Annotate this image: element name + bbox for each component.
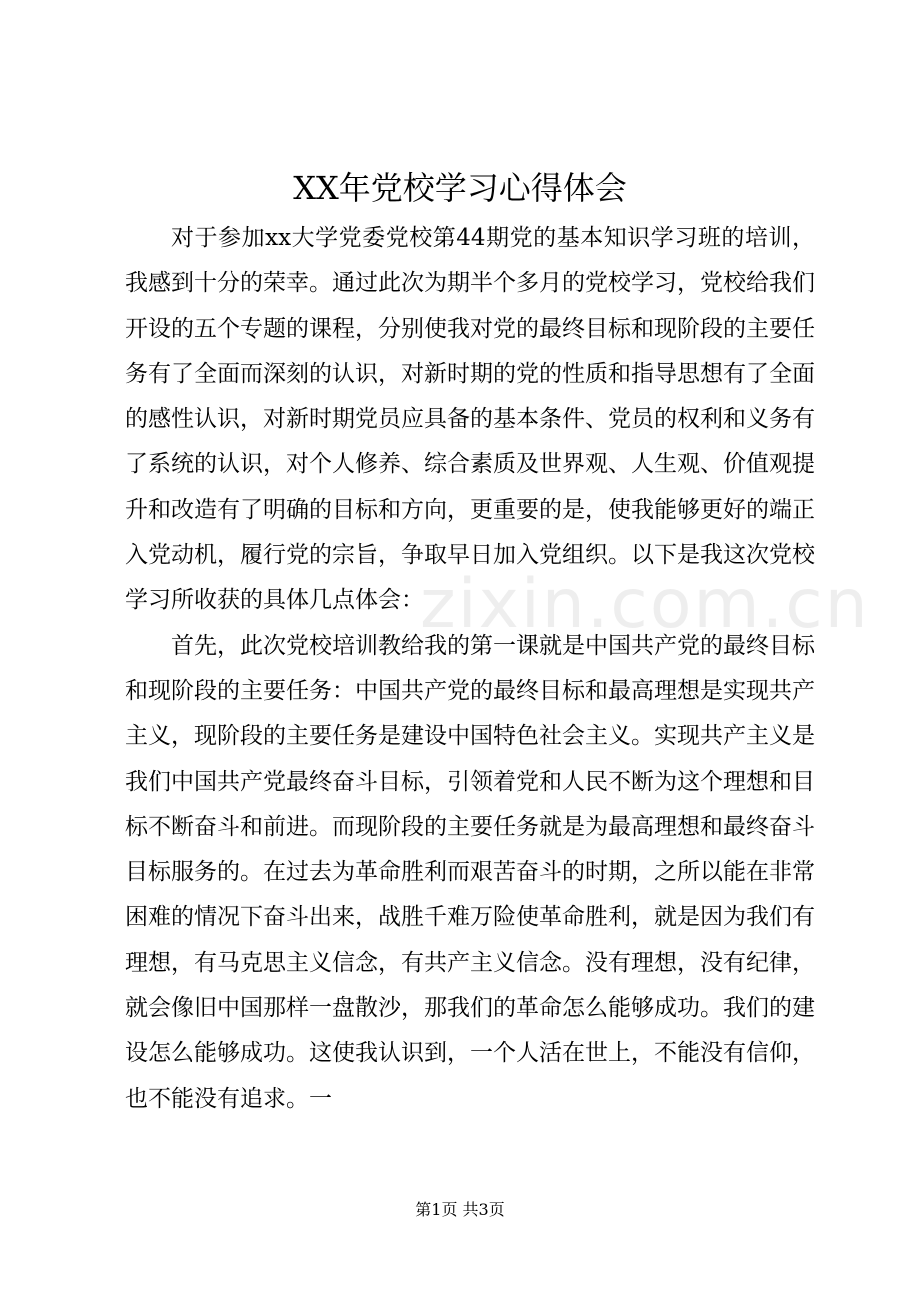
paragraph-1: 对于参加xx大学党委党校第44期党的基本知识学习班的培训，我感到十分的荣幸。通过此次为期半个多月的党校学习，党校给我们开设的五个专题的课程，分别使我对党的最终目标和现阶段的主要任务有了全面而深刻的认识，对新时期的党的性质和指导思想有了全面的感性认识，对新时期党员应具备的基本条件、党员的权利和义务有了系统的认识，对个人修养、综合素质及世界观、人生观、价值观提升和改造有了明确的目标和方向，更重要的是，使我能够更好的端正入党动机，履行党的宗旨，争取早日加入党组织。以下是我这次党校学习所收获的具体几点体会： bbox=[125, 225, 815, 614]
page-footer: 第1页 共3页 bbox=[415, 1200, 505, 1219]
paragraph-2: 首先，此次党校培训教给我的第一课就是中国共产党的最终目标和现阶段的主要任务：中国共产党的最终目标和最高理想是实现共产主义，现阶段的主要任务是建设中国特色社会主义。实现共产主义是我们中国共产党最终奋斗目标，引领着党和人民不断为这个理想和目标不断奋斗和前进。而现阶段的主要任务就是为最高理想和最终奋斗目标服务的。在过去为革命胜利而艰苦奋斗的时期，之所以能在非常困难的情况下奋斗出来，战胜千难万险使革命胜利，就是因为我们有理想，有马克思主义信念，有共产主义信念。没有理想，没有纪律，就会像旧中国那样一盘散沙，那我们的革命怎么能够成功。我们的建设怎么能够成功。这使我认识到，一个人活在世上，不能没有信仰，也不能没有追求。一 bbox=[125, 632, 815, 1112]
watermark: zixin.com.cn bbox=[420, 565, 870, 644]
document-body bbox=[125, 216, 815, 1122]
document-title: XX年党校学习心得体会 bbox=[293, 169, 627, 207]
